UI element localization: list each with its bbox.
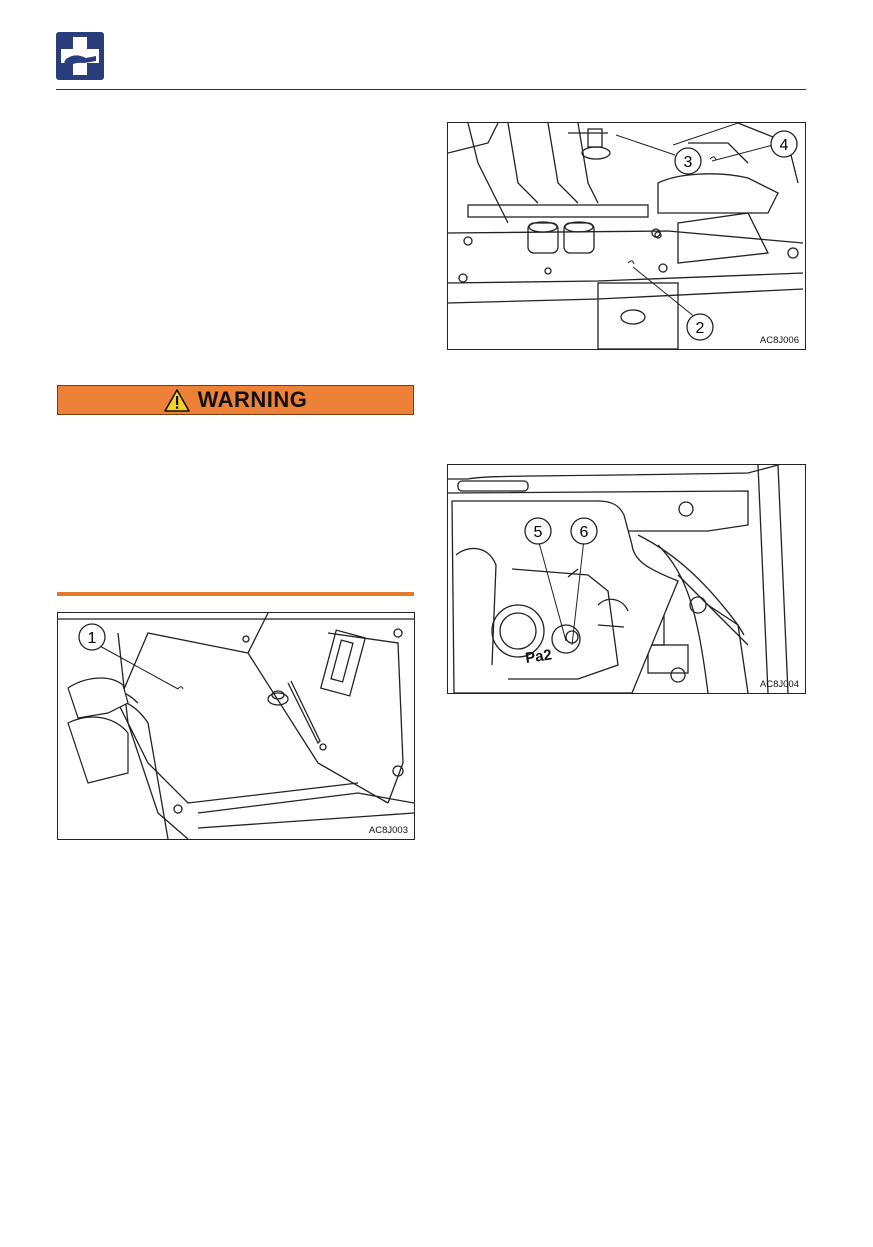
warning-triangle-icon [164,389,190,412]
callout-1: 1 [87,630,97,647]
callout-3: 3 [683,154,693,171]
warning-banner [57,385,414,415]
warning-label: WARNING [197,387,308,412]
detail-inset-panel [452,501,678,693]
part-label-pa2: Pa2 [524,646,553,667]
callout-6: 6 [579,524,589,541]
section-divider [57,592,414,596]
callout-4: 4 [779,137,789,154]
callout-2: 2 [695,320,705,337]
medical-cross-hand-icon [56,32,104,80]
pressure-port-illustration [448,465,805,693]
figure-code: AC8J006 [759,335,799,346]
panel-removal-illustration [58,613,414,839]
header-rule [56,89,806,90]
figure-ac8j006 [447,122,806,350]
figure-ac8j003 [57,612,415,840]
figure-ac8j004 [447,464,806,694]
figure-code: AC8J004 [759,679,799,690]
figure-code: AC8J003 [368,825,408,836]
manual-section-logo [56,32,104,80]
callout-5: 5 [533,524,543,541]
hydraulic-block-illustration [448,123,805,349]
